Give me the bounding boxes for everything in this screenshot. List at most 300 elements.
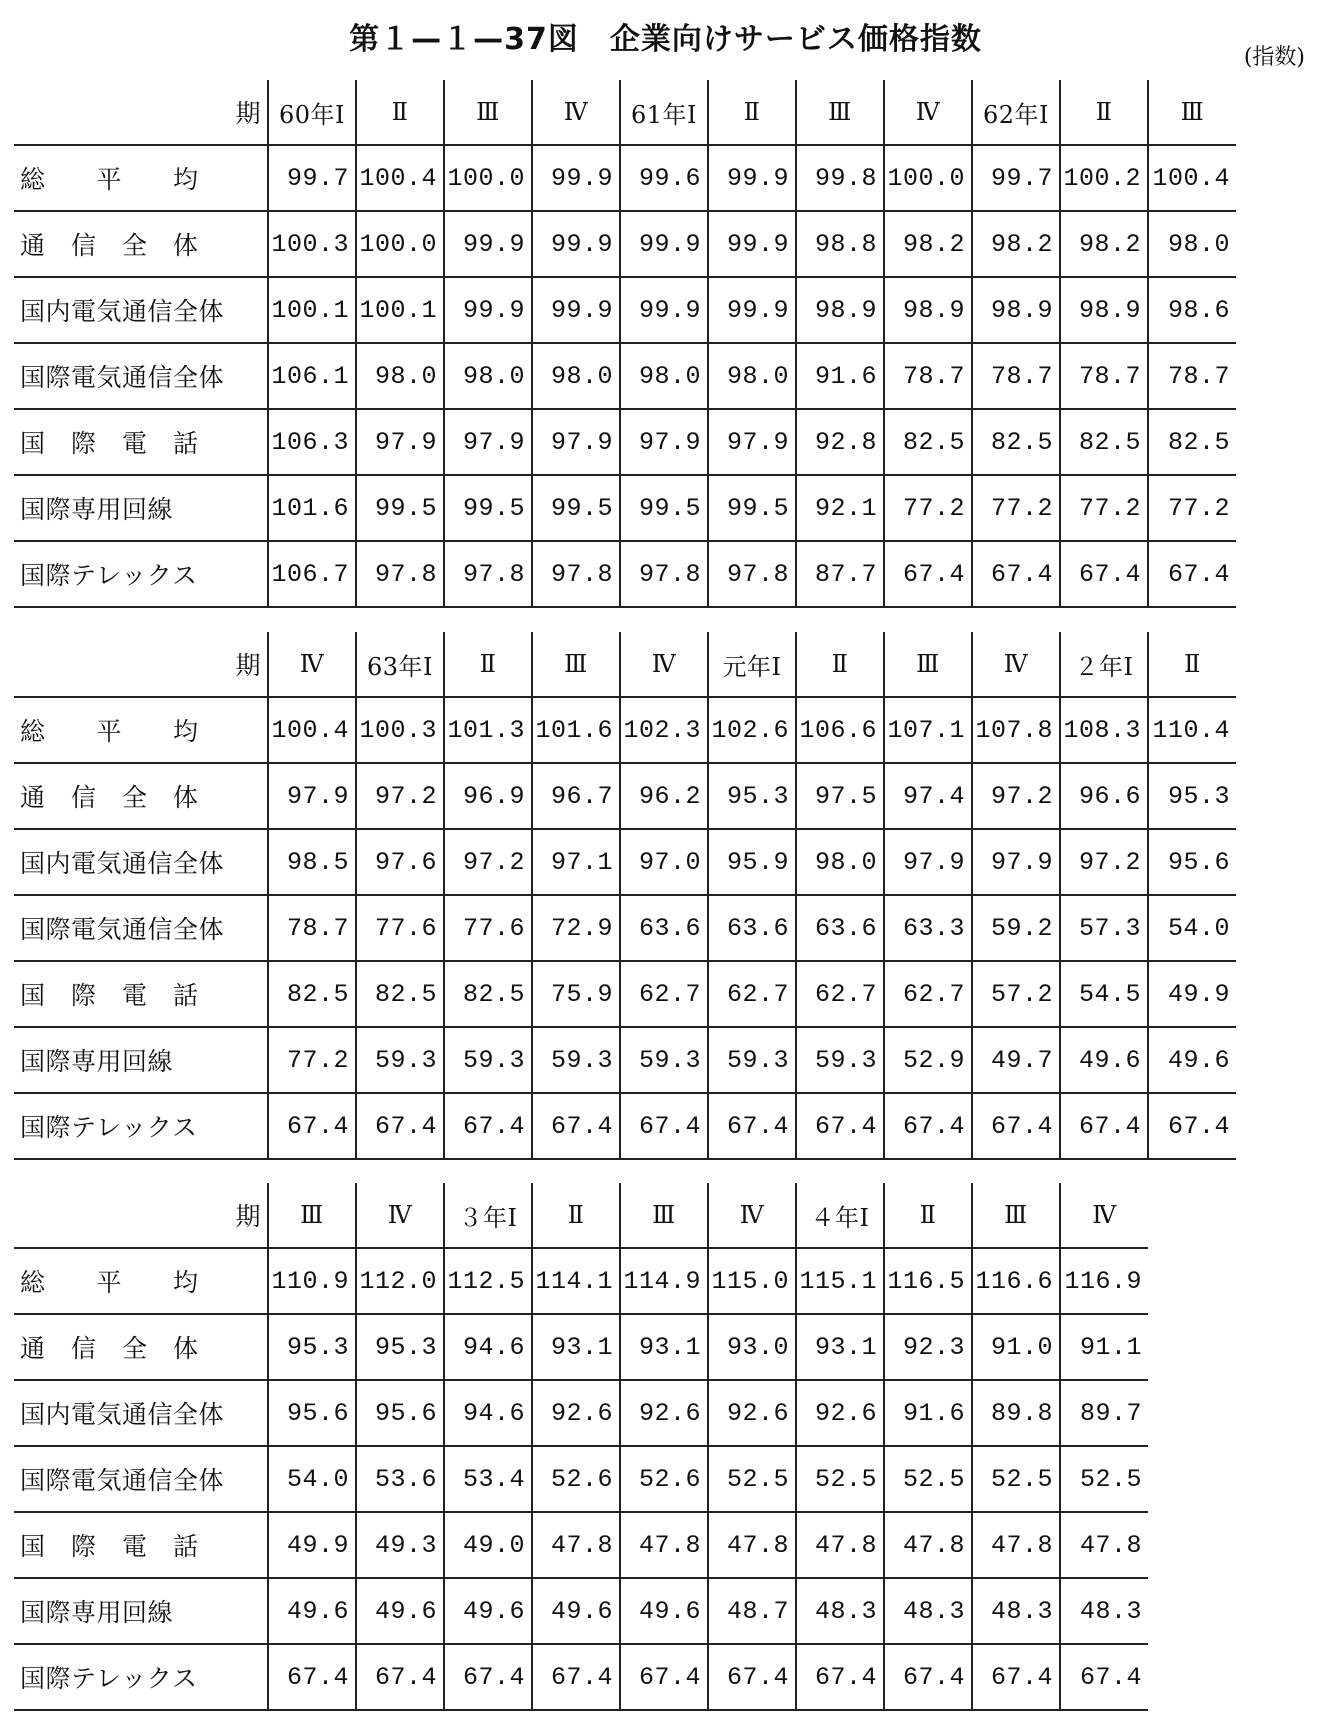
- period-header-cell: ３年Ⅰ: [444, 1183, 532, 1248]
- table-row: [14, 1512, 1148, 1578]
- value-cell: 95.3: [1148, 763, 1236, 829]
- value-cell: 95.3: [708, 763, 796, 829]
- value-cell: 99.9: [620, 211, 708, 277]
- value-cell: 110.4: [1148, 697, 1236, 763]
- row-label: 国際専用回線: [14, 475, 268, 541]
- period-header-cell: Ⅱ: [532, 1183, 620, 1248]
- period-header-cell: Ⅳ: [1060, 1183, 1148, 1248]
- row-label: 国内電気通信全体: [14, 277, 268, 343]
- value-cell: 72.9: [532, 895, 620, 961]
- value-cell: 82.5: [1148, 409, 1236, 475]
- table-row: [14, 697, 1236, 763]
- row-label: 国際専用回線: [14, 1027, 268, 1093]
- row-label: 国際テレックス: [14, 1093, 268, 1159]
- value-cell: 92.6: [532, 1380, 620, 1446]
- value-cell: 96.9: [444, 763, 532, 829]
- row-label: 国際電気通信全体: [14, 343, 268, 409]
- value-cell: 48.7: [708, 1578, 796, 1644]
- period-header-cell: ２年Ⅰ: [1060, 632, 1148, 697]
- value-cell: 47.8: [708, 1512, 796, 1578]
- value-cell: 99.9: [532, 277, 620, 343]
- table-row: [14, 475, 1236, 541]
- value-cell: 93.1: [796, 1314, 884, 1380]
- period-header-cell: 61年Ⅰ: [620, 80, 708, 145]
- period-header-cell: Ⅳ: [620, 632, 708, 697]
- value-cell: 98.9: [796, 277, 884, 343]
- value-cell: 77.2: [1148, 475, 1236, 541]
- value-cell: 62.7: [796, 961, 884, 1027]
- value-cell: 67.4: [796, 1644, 884, 1710]
- period-header-row: [14, 632, 1236, 697]
- value-cell: 52.6: [532, 1446, 620, 1512]
- table-row: [14, 1578, 1148, 1644]
- row-label: 通 信 全 体: [14, 211, 268, 277]
- value-cell: 98.2: [1060, 211, 1148, 277]
- value-cell: 47.8: [620, 1512, 708, 1578]
- value-cell: 82.5: [444, 961, 532, 1027]
- period-header-cell: Ⅲ: [532, 632, 620, 697]
- row-label: 国際電気通信全体: [14, 895, 268, 961]
- value-cell: 101.6: [532, 697, 620, 763]
- row-label: 総 平 均: [14, 1248, 268, 1314]
- value-cell: 47.8: [884, 1512, 972, 1578]
- value-cell: 67.4: [1148, 541, 1236, 607]
- row-label: 国際専用回線: [14, 1578, 268, 1644]
- value-cell: 98.0: [708, 343, 796, 409]
- value-cell: 100.0: [444, 145, 532, 211]
- value-cell: 99.7: [972, 145, 1060, 211]
- period-label: 期: [14, 1183, 268, 1248]
- row-label: 国 際 電 話: [14, 961, 268, 1027]
- value-cell: 59.3: [532, 1027, 620, 1093]
- value-cell: 48.3: [884, 1578, 972, 1644]
- value-cell: 97.2: [1060, 829, 1148, 895]
- row-label: 国 際 電 話: [14, 1512, 268, 1578]
- value-cell: 95.3: [268, 1314, 356, 1380]
- value-cell: 63.3: [884, 895, 972, 961]
- period-label: 期: [14, 632, 268, 697]
- value-cell: 91.1: [1060, 1314, 1148, 1380]
- period-header-cell: Ⅲ: [1148, 80, 1236, 145]
- table-row: [14, 277, 1236, 343]
- value-cell: 52.5: [884, 1446, 972, 1512]
- period-header-cell: Ⅱ: [1060, 80, 1148, 145]
- row-label: 国際電気通信全体: [14, 1446, 268, 1512]
- table-row: [14, 1446, 1148, 1512]
- value-cell: 93.1: [532, 1314, 620, 1380]
- period-header-cell: Ⅲ: [444, 80, 532, 145]
- value-cell: 77.2: [268, 1027, 356, 1093]
- value-cell: 62.7: [708, 961, 796, 1027]
- period-header-cell: Ⅲ: [972, 1183, 1060, 1248]
- value-cell: 102.6: [708, 697, 796, 763]
- value-cell: 99.5: [444, 475, 532, 541]
- value-cell: 116.9: [1060, 1248, 1148, 1314]
- value-cell: 98.9: [972, 277, 1060, 343]
- value-cell: 97.8: [444, 541, 532, 607]
- period-header-cell: 62年Ⅰ: [972, 80, 1060, 145]
- value-cell: 48.3: [796, 1578, 884, 1644]
- value-cell: 91.6: [796, 343, 884, 409]
- figure-title: 第１—１—37図 企業向けサービス価格指数: [349, 22, 982, 57]
- value-cell: 114.9: [620, 1248, 708, 1314]
- value-cell: 116.6: [972, 1248, 1060, 1314]
- table-row: [14, 895, 1236, 961]
- value-cell: 97.9: [356, 409, 444, 475]
- period-header-cell: 63年Ⅰ: [356, 632, 444, 697]
- value-cell: 89.8: [972, 1380, 1060, 1446]
- value-cell: 95.6: [356, 1380, 444, 1446]
- value-cell: 106.3: [268, 409, 356, 475]
- value-cell: 67.4: [268, 1644, 356, 1710]
- value-cell: 106.7: [268, 541, 356, 607]
- value-cell: 106.1: [268, 343, 356, 409]
- period-header-cell: Ⅱ: [884, 1183, 972, 1248]
- value-cell: 106.6: [796, 697, 884, 763]
- row-label: 国 際 電 話: [14, 409, 268, 475]
- table-row: [14, 145, 1236, 211]
- value-cell: 112.5: [444, 1248, 532, 1314]
- table-row: [14, 211, 1236, 277]
- value-cell: 49.6: [356, 1578, 444, 1644]
- value-cell: 97.8: [708, 541, 796, 607]
- value-cell: 100.0: [884, 145, 972, 211]
- value-cell: 96.2: [620, 763, 708, 829]
- row-label: 国内電気通信全体: [14, 1380, 268, 1446]
- value-cell: 67.4: [444, 1644, 532, 1710]
- value-cell: 98.0: [1148, 211, 1236, 277]
- value-cell: 59.3: [356, 1027, 444, 1093]
- table-row: [14, 829, 1236, 895]
- period-header-cell: Ⅱ: [1148, 632, 1236, 697]
- value-cell: 54.0: [268, 1446, 356, 1512]
- value-cell: 92.6: [708, 1380, 796, 1446]
- value-cell: 49.6: [1148, 1027, 1236, 1093]
- value-cell: 67.4: [356, 1093, 444, 1159]
- value-cell: 91.0: [972, 1314, 1060, 1380]
- period-header-cell: Ⅱ: [356, 80, 444, 145]
- value-cell: 97.2: [972, 763, 1060, 829]
- table-row: [14, 343, 1236, 409]
- value-cell: 95.6: [1148, 829, 1236, 895]
- value-cell: 100.4: [1148, 145, 1236, 211]
- value-cell: 77.2: [972, 475, 1060, 541]
- value-cell: 47.8: [1060, 1512, 1148, 1578]
- value-cell: 100.1: [356, 277, 444, 343]
- value-cell: 63.6: [620, 895, 708, 961]
- table-row: [14, 763, 1236, 829]
- value-cell: 67.4: [620, 1644, 708, 1710]
- value-cell: 59.3: [444, 1027, 532, 1093]
- period-header-row: [14, 1183, 1148, 1248]
- value-cell: 92.8: [796, 409, 884, 475]
- row-label: 通 信 全 体: [14, 1314, 268, 1380]
- value-cell: 98.0: [620, 343, 708, 409]
- value-cell: 97.9: [884, 829, 972, 895]
- table-row: [14, 409, 1236, 475]
- value-cell: 98.6: [1148, 277, 1236, 343]
- value-cell: 52.6: [620, 1446, 708, 1512]
- value-cell: 49.9: [268, 1512, 356, 1578]
- value-cell: 92.6: [620, 1380, 708, 1446]
- period-header-cell: 元年Ⅰ: [708, 632, 796, 697]
- value-cell: 97.0: [620, 829, 708, 895]
- value-cell: 101.3: [444, 697, 532, 763]
- value-cell: 54.5: [1060, 961, 1148, 1027]
- value-cell: 67.4: [708, 1644, 796, 1710]
- value-cell: 67.4: [972, 541, 1060, 607]
- value-cell: 97.8: [356, 541, 444, 607]
- value-cell: 98.9: [1060, 277, 1148, 343]
- row-label: 総 平 均: [14, 697, 268, 763]
- value-cell: 99.9: [620, 277, 708, 343]
- value-cell: 97.9: [708, 409, 796, 475]
- value-cell: 100.3: [268, 211, 356, 277]
- value-cell: 78.7: [1060, 343, 1148, 409]
- value-cell: 63.6: [796, 895, 884, 961]
- table-row: [14, 541, 1236, 607]
- value-cell: 59.3: [796, 1027, 884, 1093]
- value-cell: 67.4: [796, 1093, 884, 1159]
- value-cell: 49.6: [620, 1578, 708, 1644]
- period-header-cell: Ⅳ: [884, 80, 972, 145]
- value-cell: 97.8: [620, 541, 708, 607]
- value-cell: 67.4: [884, 1093, 972, 1159]
- value-cell: 82.5: [356, 961, 444, 1027]
- value-cell: 47.8: [796, 1512, 884, 1578]
- value-cell: 97.9: [444, 409, 532, 475]
- value-cell: 67.4: [1148, 1093, 1236, 1159]
- value-cell: 96.7: [532, 763, 620, 829]
- value-cell: 99.9: [532, 211, 620, 277]
- value-cell: 67.4: [972, 1093, 1060, 1159]
- period-label: 期: [14, 80, 268, 145]
- value-cell: 107.8: [972, 697, 1060, 763]
- value-cell: 97.5: [796, 763, 884, 829]
- table-row: [14, 1314, 1148, 1380]
- value-cell: 48.3: [1060, 1578, 1148, 1644]
- value-cell: 78.7: [1148, 343, 1236, 409]
- value-cell: 59.2: [972, 895, 1060, 961]
- value-cell: 100.0: [356, 211, 444, 277]
- value-cell: 98.9: [884, 277, 972, 343]
- value-cell: 99.5: [708, 475, 796, 541]
- period-header-cell: Ⅱ: [708, 80, 796, 145]
- table-row: [14, 1093, 1236, 1159]
- row-label: 国際テレックス: [14, 1644, 268, 1710]
- value-cell: 97.9: [532, 409, 620, 475]
- value-cell: 98.0: [532, 343, 620, 409]
- value-cell: 54.0: [1148, 895, 1236, 961]
- value-cell: 92.3: [884, 1314, 972, 1380]
- period-header-cell: Ⅳ: [532, 80, 620, 145]
- value-cell: 95.3: [356, 1314, 444, 1380]
- value-cell: 91.6: [884, 1380, 972, 1446]
- value-cell: 67.4: [884, 541, 972, 607]
- period-header-cell: Ⅳ: [356, 1183, 444, 1248]
- period-header-cell: Ⅱ: [796, 632, 884, 697]
- value-cell: 99.9: [708, 145, 796, 211]
- value-cell: 62.7: [620, 961, 708, 1027]
- value-cell: 99.9: [708, 211, 796, 277]
- value-cell: 67.4: [356, 1644, 444, 1710]
- value-cell: 97.9: [972, 829, 1060, 895]
- value-cell: 99.7: [268, 145, 356, 211]
- value-cell: 49.6: [444, 1578, 532, 1644]
- value-cell: 99.5: [532, 475, 620, 541]
- value-cell: 82.5: [268, 961, 356, 1027]
- value-cell: 48.3: [972, 1578, 1060, 1644]
- table-row: [14, 1248, 1148, 1314]
- value-cell: 94.6: [444, 1314, 532, 1380]
- value-cell: 99.9: [444, 211, 532, 277]
- row-label: 通 信 全 体: [14, 763, 268, 829]
- table-row: [14, 961, 1236, 1027]
- value-cell: 95.9: [708, 829, 796, 895]
- value-cell: 53.4: [444, 1446, 532, 1512]
- value-cell: 78.7: [884, 343, 972, 409]
- value-cell: 97.1: [532, 829, 620, 895]
- value-cell: 98.8: [796, 211, 884, 277]
- index-table-2: [14, 632, 1236, 1160]
- period-header-cell: Ⅲ: [884, 632, 972, 697]
- value-cell: 98.5: [268, 829, 356, 895]
- value-cell: 52.5: [972, 1446, 1060, 1512]
- value-cell: 98.0: [444, 343, 532, 409]
- value-cell: 97.2: [444, 829, 532, 895]
- value-cell: 114.1: [532, 1248, 620, 1314]
- value-cell: 107.1: [884, 697, 972, 763]
- value-cell: 98.0: [796, 829, 884, 895]
- value-cell: 52.9: [884, 1027, 972, 1093]
- value-cell: 67.4: [268, 1093, 356, 1159]
- period-header-row: [14, 80, 1236, 145]
- value-cell: 77.2: [1060, 475, 1148, 541]
- value-cell: 82.5: [1060, 409, 1148, 475]
- period-header-cell: 60年Ⅰ: [268, 80, 356, 145]
- value-cell: 99.9: [708, 277, 796, 343]
- value-cell: 100.1: [268, 277, 356, 343]
- value-cell: 98.2: [884, 211, 972, 277]
- value-cell: 100.4: [268, 697, 356, 763]
- value-cell: 98.2: [972, 211, 1060, 277]
- value-cell: 97.9: [268, 763, 356, 829]
- value-cell: 52.5: [708, 1446, 796, 1512]
- value-cell: 67.4: [620, 1093, 708, 1159]
- value-cell: 101.6: [268, 475, 356, 541]
- value-cell: 99.6: [620, 145, 708, 211]
- value-cell: 53.6: [356, 1446, 444, 1512]
- value-cell: 94.6: [444, 1380, 532, 1446]
- value-cell: 67.4: [1060, 1093, 1148, 1159]
- value-cell: 97.9: [620, 409, 708, 475]
- value-cell: 93.0: [708, 1314, 796, 1380]
- value-cell: 92.6: [796, 1380, 884, 1446]
- period-header-cell: Ⅲ: [620, 1183, 708, 1248]
- period-header-cell: Ⅳ: [268, 632, 356, 697]
- value-cell: 57.3: [1060, 895, 1148, 961]
- value-cell: 92.1: [796, 475, 884, 541]
- value-cell: 96.6: [1060, 763, 1148, 829]
- unit-label: (指数): [1243, 45, 1305, 70]
- row-label: 総 平 均: [14, 145, 268, 211]
- index-table-1: [14, 80, 1236, 608]
- period-header-cell: Ⅲ: [796, 80, 884, 145]
- period-header-cell: Ⅱ: [444, 632, 532, 697]
- value-cell: 116.5: [884, 1248, 972, 1314]
- value-cell: 99.5: [356, 475, 444, 541]
- value-cell: 87.7: [796, 541, 884, 607]
- value-cell: 62.7: [884, 961, 972, 1027]
- value-cell: 75.9: [532, 961, 620, 1027]
- value-cell: 63.6: [708, 895, 796, 961]
- value-cell: 49.3: [356, 1512, 444, 1578]
- table-row: [14, 1644, 1148, 1710]
- value-cell: 82.5: [972, 409, 1060, 475]
- value-cell: 97.4: [884, 763, 972, 829]
- period-header-cell: Ⅲ: [268, 1183, 356, 1248]
- row-label: 国内電気通信全体: [14, 829, 268, 895]
- value-cell: 99.5: [620, 475, 708, 541]
- table-row: [14, 1380, 1148, 1446]
- value-cell: 97.2: [356, 763, 444, 829]
- value-cell: 49.0: [444, 1512, 532, 1578]
- value-cell: 100.2: [1060, 145, 1148, 211]
- value-cell: 59.3: [708, 1027, 796, 1093]
- value-cell: 52.5: [1060, 1446, 1148, 1512]
- value-cell: 67.4: [532, 1093, 620, 1159]
- value-cell: 59.3: [620, 1027, 708, 1093]
- value-cell: 67.4: [1060, 541, 1148, 607]
- period-header-cell: Ⅳ: [708, 1183, 796, 1248]
- index-table-3: [14, 1183, 1148, 1711]
- value-cell: 100.4: [356, 145, 444, 211]
- value-cell: 47.8: [972, 1512, 1060, 1578]
- value-cell: 67.4: [532, 1644, 620, 1710]
- value-cell: 78.7: [268, 895, 356, 961]
- value-cell: 77.6: [444, 895, 532, 961]
- value-cell: 67.4: [444, 1093, 532, 1159]
- table-row: [14, 1027, 1236, 1093]
- value-cell: 99.9: [444, 277, 532, 343]
- value-cell: 78.7: [972, 343, 1060, 409]
- value-cell: 108.3: [1060, 697, 1148, 763]
- value-cell: 93.1: [620, 1314, 708, 1380]
- value-cell: 49.7: [972, 1027, 1060, 1093]
- value-cell: 77.2: [884, 475, 972, 541]
- value-cell: 49.6: [532, 1578, 620, 1644]
- period-header-cell: ４年Ⅰ: [796, 1183, 884, 1248]
- value-cell: 95.6: [268, 1380, 356, 1446]
- value-cell: 99.9: [532, 145, 620, 211]
- value-cell: 49.6: [268, 1578, 356, 1644]
- value-cell: 89.7: [1060, 1380, 1148, 1446]
- value-cell: 112.0: [356, 1248, 444, 1314]
- value-cell: 99.8: [796, 145, 884, 211]
- value-cell: 67.4: [1060, 1644, 1148, 1710]
- value-cell: 97.6: [356, 829, 444, 895]
- value-cell: 57.2: [972, 961, 1060, 1027]
- value-cell: 47.8: [532, 1512, 620, 1578]
- value-cell: 115.1: [796, 1248, 884, 1314]
- value-cell: 49.9: [1148, 961, 1236, 1027]
- value-cell: 115.0: [708, 1248, 796, 1314]
- value-cell: 97.8: [532, 541, 620, 607]
- value-cell: 98.0: [356, 343, 444, 409]
- value-cell: 67.4: [884, 1644, 972, 1710]
- value-cell: 67.4: [972, 1644, 1060, 1710]
- value-cell: 77.6: [356, 895, 444, 961]
